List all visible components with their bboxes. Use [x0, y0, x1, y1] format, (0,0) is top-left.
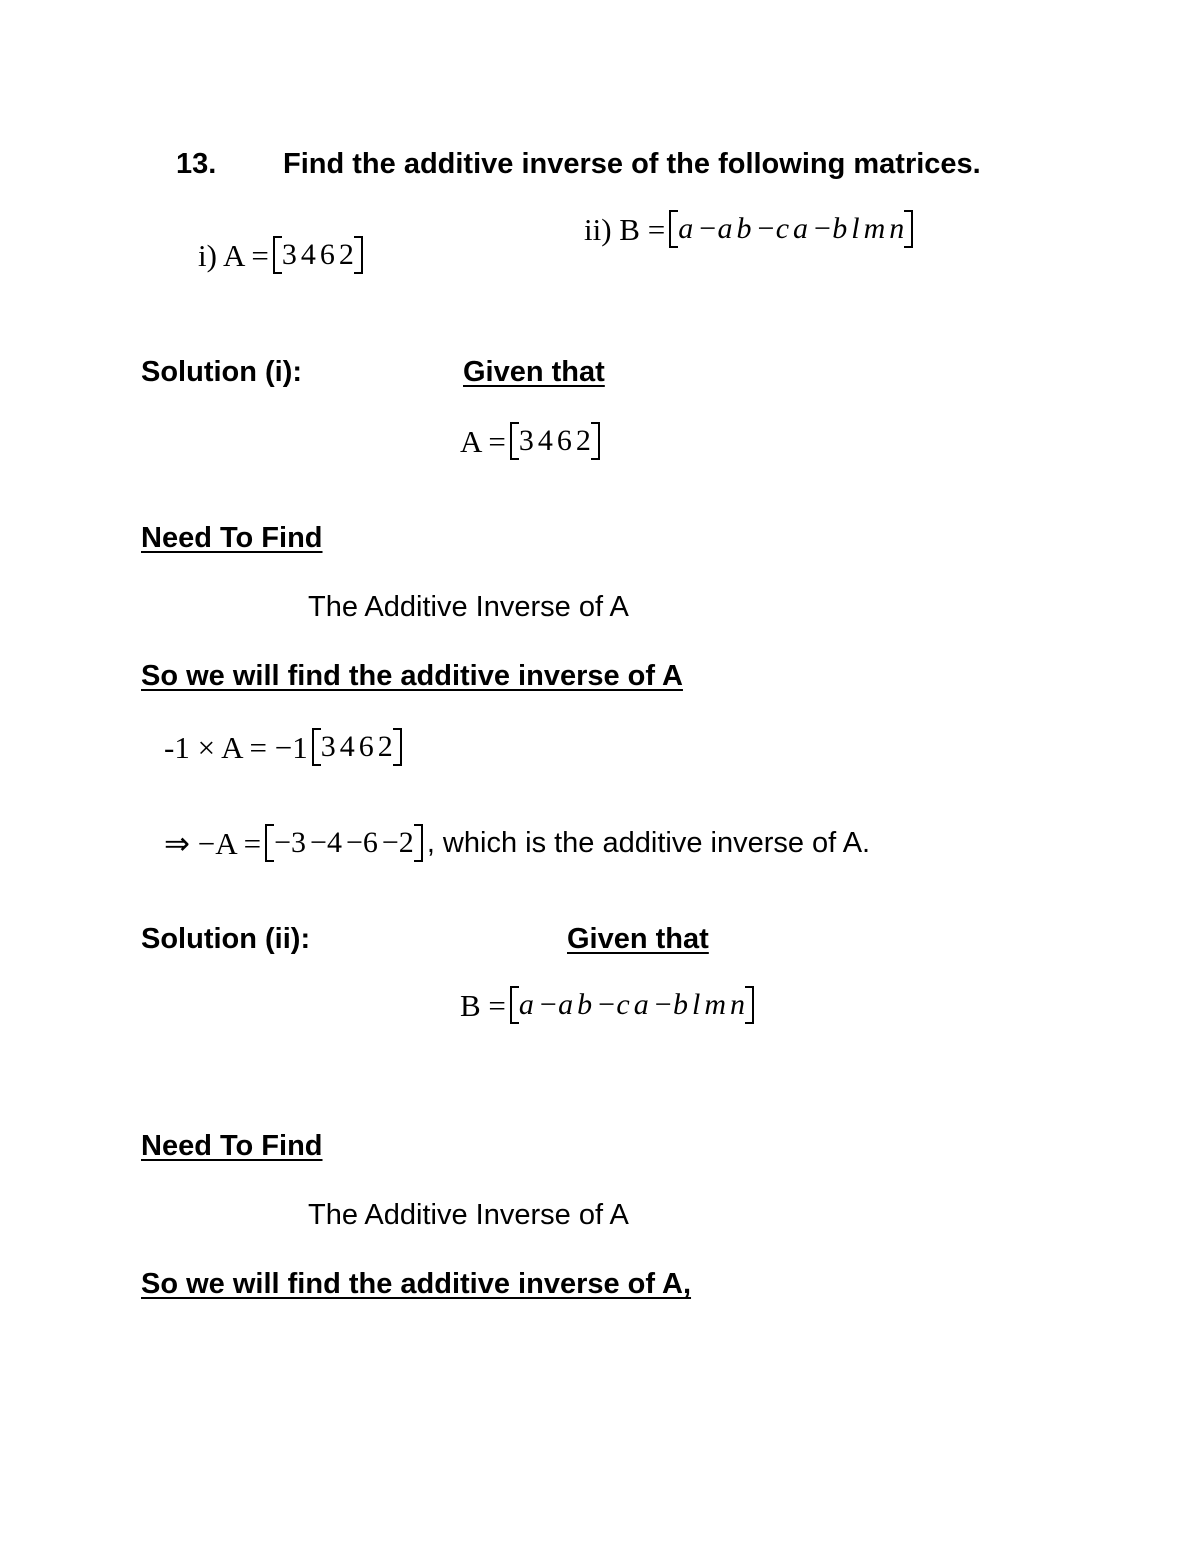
- matrix-cell: n: [889, 212, 905, 245]
- matrix-cell: a: [633, 988, 649, 1021]
- matrix-cell: −3: [274, 826, 307, 859]
- solution-ii-heading: Solution (ii):: [141, 923, 311, 955]
- part-i-equation: [198, 234, 367, 276]
- matrix-cell: 6: [556, 424, 572, 457]
- given-prefix: A =: [460, 423, 506, 459]
- matrix-cell: b: [577, 988, 593, 1021]
- matrix-cell: 4: [339, 730, 355, 763]
- matrix-cell: 6: [319, 238, 335, 271]
- solution-i-heading: Solution (i):: [141, 356, 303, 388]
- matrix-cell: m: [863, 212, 886, 245]
- solution-i-given-matrix: [510, 420, 600, 462]
- step2-prefix: ⇒ −A =: [164, 825, 262, 861]
- matrix-cell: −2: [381, 826, 414, 859]
- matrix-cell: −6: [345, 826, 378, 859]
- matrix-cell: −a: [697, 212, 733, 245]
- step2-suffix: , which is the additive inverse of A.: [426, 826, 871, 859]
- solution-ii-so-heading: So we will find the additive inverse of A,: [141, 1268, 692, 1300]
- solution-ii-need-text: The Additive Inverse of A: [308, 1199, 629, 1231]
- part-ii-matrix: [669, 208, 913, 250]
- part-i-matrix: [273, 234, 363, 276]
- matrix-cell: −a: [537, 988, 574, 1021]
- part-i-prefix: i) A =: [198, 237, 269, 273]
- matrix-cell: n: [730, 988, 745, 1021]
- matrix-cell: b: [736, 212, 752, 245]
- step1-matrix: [312, 726, 402, 768]
- matrix-cell: 6: [358, 730, 374, 763]
- matrix-cell: 4: [537, 424, 553, 457]
- part-ii-prefix: ii) B =: [584, 211, 666, 247]
- solution-i-need-text: The Additive Inverse of A: [308, 591, 629, 623]
- solution-i-so-heading: So we will find the additive inverse of A: [141, 660, 683, 692]
- matrix-cell: 3: [518, 424, 534, 457]
- matrix-cell: m: [704, 988, 726, 1021]
- matrix-cell: l: [851, 212, 860, 245]
- step2-matrix: [265, 822, 423, 864]
- matrix-cell: 2: [338, 238, 354, 271]
- given-prefix: B =: [460, 987, 506, 1023]
- matrix-cell: −c: [755, 212, 790, 245]
- matrix-cell: 4: [300, 238, 316, 271]
- question-number: 13.: [176, 148, 217, 180]
- solution-ii-given-matrix: [510, 984, 754, 1026]
- matrix-cell: −b: [812, 212, 848, 245]
- matrix-cell: 3: [281, 238, 297, 271]
- part-ii-equation: [584, 208, 917, 250]
- matrix-cell: −c: [596, 988, 630, 1021]
- solution-ii-given-equation: [460, 984, 758, 1026]
- matrix-cell: −b: [652, 988, 688, 1021]
- question-title: Find the additive inverse of the following matrices.: [283, 148, 981, 180]
- solution-ii-need-heading: Need To Find: [141, 1130, 323, 1162]
- solution-i-step1: [164, 726, 406, 768]
- matrix-cell: 3: [320, 730, 336, 763]
- solution-i-need-heading: Need To Find: [141, 522, 323, 554]
- solution-i-given-equation: [460, 420, 604, 462]
- matrix-cell: 2: [377, 730, 393, 763]
- solution-i-step2: [164, 822, 870, 864]
- matrix-cell: a: [678, 212, 694, 245]
- matrix-cell: l: [691, 988, 701, 1021]
- solution-ii-given-heading: Given that: [567, 923, 709, 955]
- matrix-cell: 2: [575, 424, 591, 457]
- step1-prefix: -1 × A = −1: [164, 729, 308, 765]
- matrix-cell: a: [793, 212, 809, 245]
- matrix-cell: −4: [310, 826, 342, 859]
- solution-i-given-heading: Given that: [463, 356, 605, 388]
- matrix-cell: a: [518, 988, 534, 1021]
